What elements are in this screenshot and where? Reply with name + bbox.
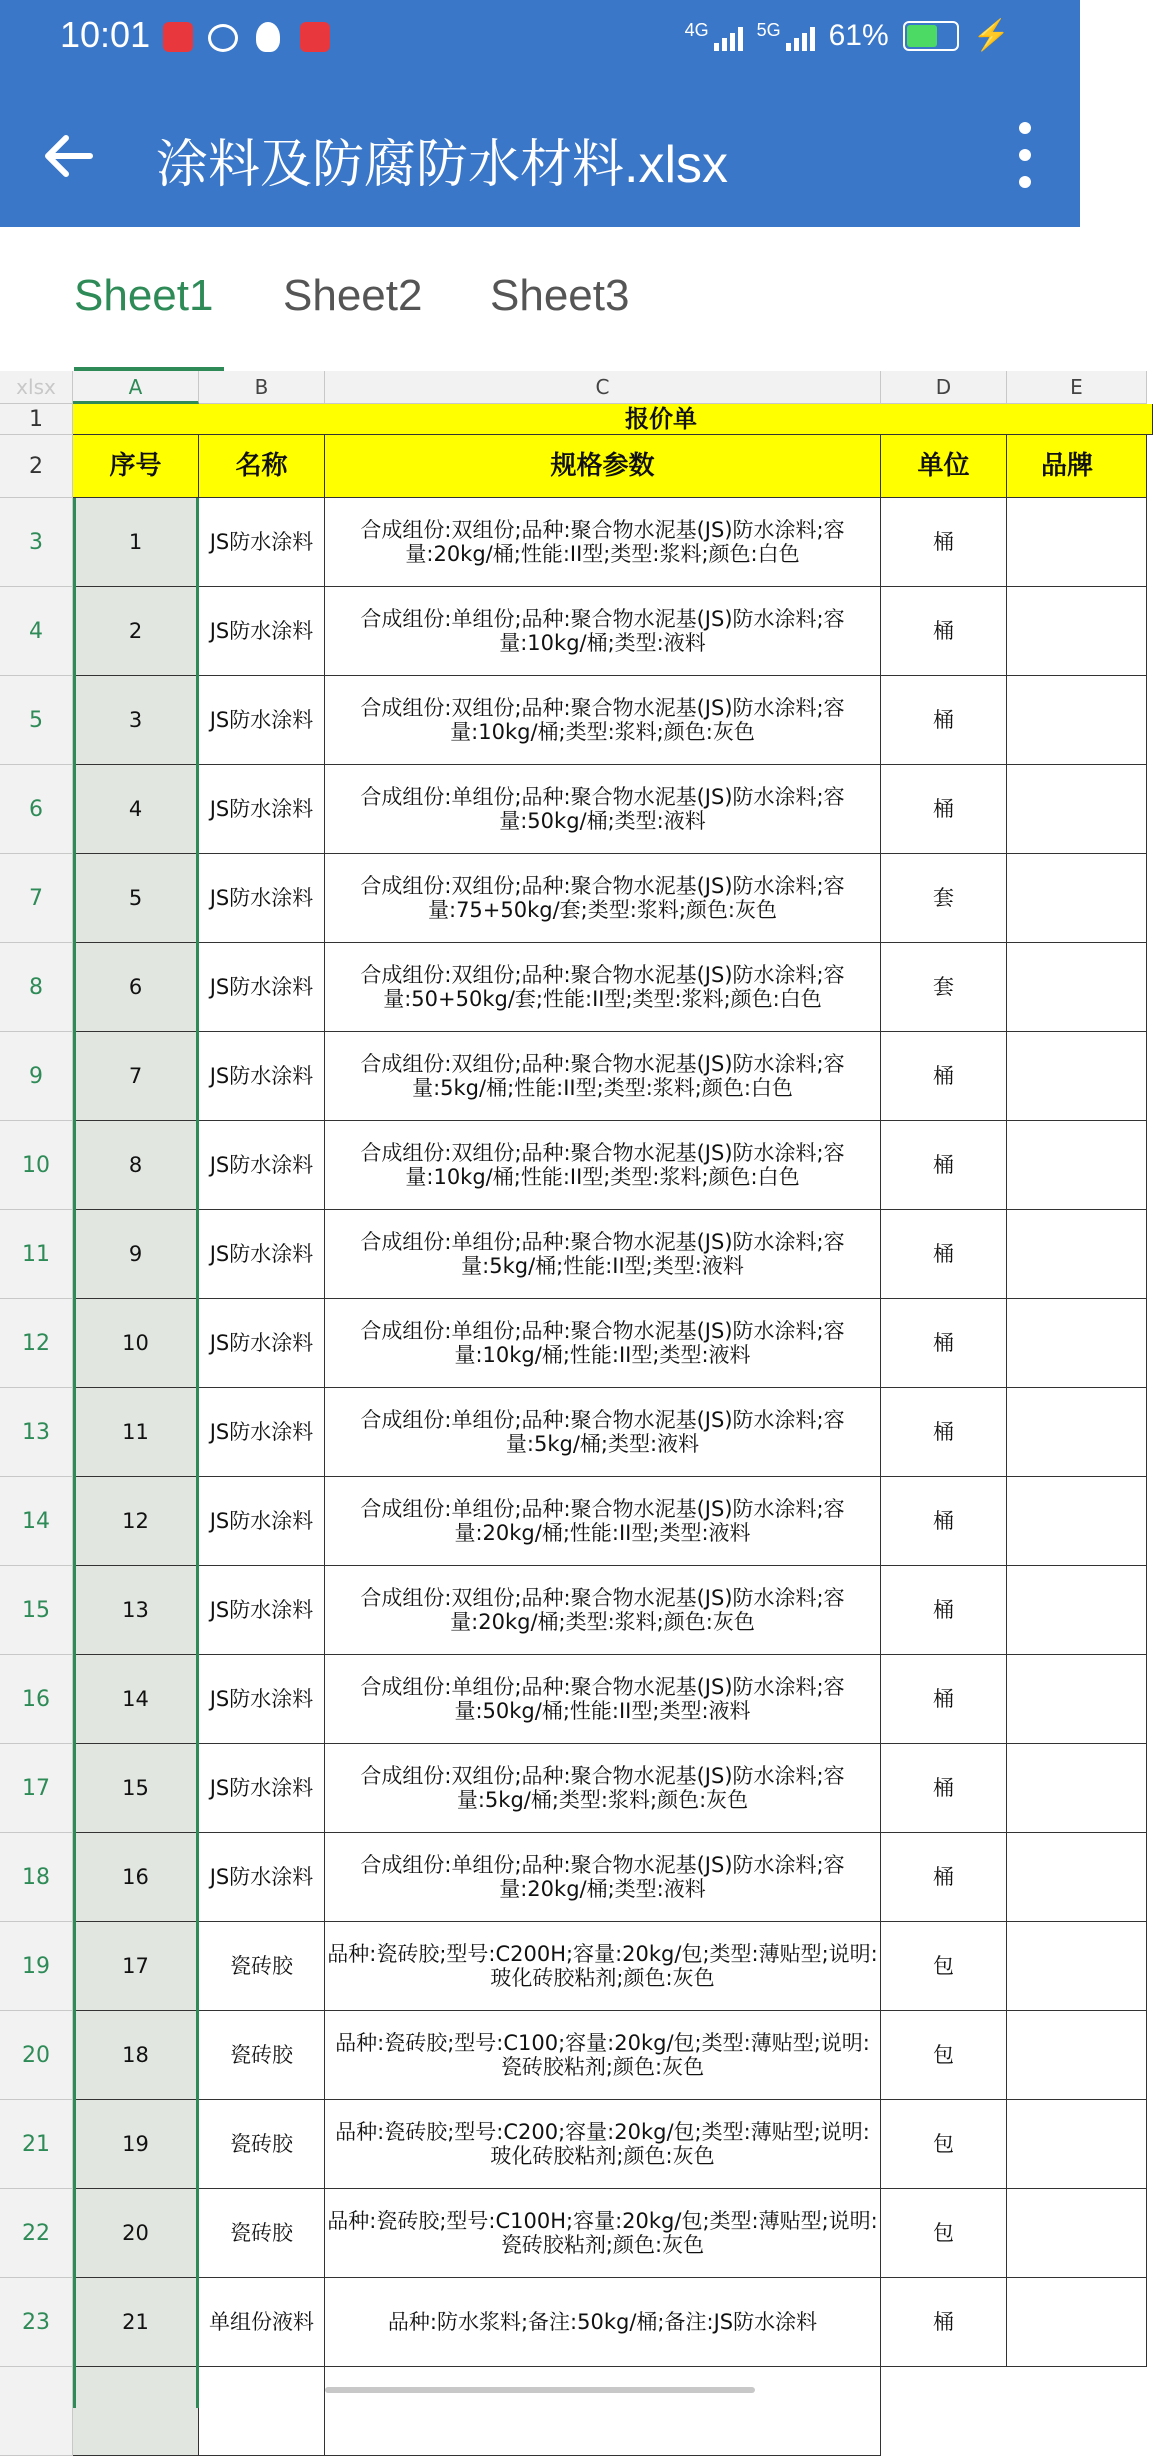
cell-unit[interactable]: 桶 bbox=[881, 498, 1007, 587]
row-header[interactable]: 22 bbox=[0, 2189, 73, 2278]
corner-cell: xlsx bbox=[0, 371, 73, 404]
cell-seq[interactable]: 15 bbox=[73, 1744, 199, 1833]
column-header-d[interactable]: D bbox=[881, 371, 1007, 404]
cell-seq[interactable]: 10 bbox=[73, 1299, 199, 1388]
cell-brand[interactable] bbox=[1007, 1388, 1147, 1477]
cell-name[interactable]: 瓷砖胶 bbox=[199, 2189, 325, 2278]
cell-name[interactable]: JS防水涂料 bbox=[199, 854, 325, 943]
column-title-cell[interactable]: 品牌 bbox=[1007, 435, 1147, 498]
cell-seq[interactable]: 16 bbox=[73, 1833, 199, 1922]
cell-unit[interactable]: 桶 bbox=[881, 1299, 1007, 1388]
cell-unit[interactable]: 桶 bbox=[881, 1477, 1007, 1566]
cell-spec[interactable]: 合成组份:双组份;品种:聚合物水泥基(JS)防水涂料;容量:5kg/桶;性能:II型;类型:浆料;颜色:白色 bbox=[325, 1032, 881, 1121]
cell-unit[interactable]: 桶 bbox=[881, 1833, 1007, 1922]
status-right bbox=[685, 18, 1010, 53]
cell-spec[interactable]: 合成组份:单组份;品种:聚合物水泥基(JS)防水涂料;容量:5kg/桶;类型:液料 bbox=[325, 1388, 881, 1477]
row-header[interactable] bbox=[0, 2367, 73, 2456]
row-header[interactable]: 8 bbox=[0, 943, 73, 1032]
cell-spec[interactable]: 合成组份:单组份;品种:聚合物水泥基(JS)防水涂料;容量:20kg/桶;类型:液料 bbox=[325, 1833, 881, 1922]
cell-seq[interactable]: 17 bbox=[73, 1922, 199, 2011]
cell-brand[interactable] bbox=[1007, 1477, 1147, 1566]
cell-name[interactable]: JS防水涂料 bbox=[199, 676, 325, 765]
cell-brand[interactable] bbox=[1007, 2189, 1147, 2278]
cell-unit[interactable]: 桶 bbox=[881, 1121, 1007, 1210]
row-header[interactable]: 14 bbox=[0, 1477, 73, 1566]
cell-seq[interactable]: 2 bbox=[73, 587, 199, 676]
red-app-icon bbox=[163, 22, 193, 52]
toolbar bbox=[0, 84, 1080, 227]
row-header[interactable]: 9 bbox=[0, 1032, 73, 1121]
cell-brand[interactable] bbox=[1007, 943, 1147, 1032]
battery-icon bbox=[903, 21, 959, 51]
cell-unit[interactable]: 桶 bbox=[881, 1210, 1007, 1299]
tab-sheet2[interactable]: Sheet2 bbox=[283, 271, 423, 320]
cell-seq[interactable]: 4 bbox=[73, 765, 199, 854]
cell-seq[interactable]: 6 bbox=[73, 943, 199, 1032]
tab-sheet3[interactable]: Sheet3 bbox=[490, 271, 630, 320]
cell-spec[interactable]: 品种:瓷砖胶;型号:C100H;容量:20kg/包;类型:薄贴型;说明:瓷砖胶粘剂;颜色:灰色 bbox=[325, 2189, 881, 2278]
title-cell[interactable]: 报价单 bbox=[73, 404, 1153, 435]
cell-brand[interactable] bbox=[1007, 1299, 1147, 1388]
cell-unit[interactable]: 桶 bbox=[881, 1566, 1007, 1655]
row-header[interactable]: 12 bbox=[0, 1299, 73, 1388]
charging-icon: ⚡ bbox=[972, 19, 1010, 52]
cell-seq[interactable]: 3 bbox=[73, 676, 199, 765]
column-title-cell[interactable]: 规格参数 bbox=[325, 435, 881, 498]
cell-seq[interactable]: 9 bbox=[73, 1210, 199, 1299]
cell-spec[interactable]: 品种:瓷砖胶;型号:C100;容量:20kg/包;类型:薄贴型;说明:瓷砖胶粘剂;颜色:灰色 bbox=[325, 2011, 881, 2100]
cell-name[interactable]: JS防水涂料 bbox=[199, 498, 325, 587]
status-time: 10:01 bbox=[60, 14, 151, 55]
cell-brand[interactable] bbox=[1007, 1210, 1147, 1299]
cell-name[interactable]: JS防水涂料 bbox=[199, 1833, 325, 1922]
cell-seq[interactable]: 21 bbox=[73, 2278, 199, 2367]
cell-brand[interactable] bbox=[1007, 1655, 1147, 1744]
row-header[interactable]: 11 bbox=[0, 1210, 73, 1299]
status-bar bbox=[0, 0, 1080, 84]
row-header[interactable]: 13 bbox=[0, 1388, 73, 1477]
qq-icon bbox=[256, 22, 280, 52]
cell-name[interactable]: JS防水涂料 bbox=[199, 1744, 325, 1833]
cell-name[interactable]: JS防水涂料 bbox=[199, 1477, 325, 1566]
cell-spec[interactable]: 合成组份:单组份;品种:聚合物水泥基(JS)防水涂料;容量:5kg/桶;性能:II型;类型:液料 bbox=[325, 1210, 881, 1299]
cell-seq[interactable]: 20 bbox=[73, 2189, 199, 2278]
row-header[interactable]: 21 bbox=[0, 2100, 73, 2189]
column-title-cell[interactable]: 名称 bbox=[199, 435, 325, 498]
cell-brand[interactable] bbox=[1007, 1121, 1147, 1210]
row-header[interactable]: 16 bbox=[0, 1655, 73, 1744]
cell-unit[interactable]: 桶 bbox=[881, 765, 1007, 854]
cell-spec[interactable]: 合成组份:单组份;品种:聚合物水泥基(JS)防水涂料;容量:10kg/桶;性能:II型;类型:液料 bbox=[325, 1299, 881, 1388]
cell-spec[interactable]: 品种:防水浆料;备注:50kg/桶;备注:JS防水涂料 bbox=[325, 2278, 881, 2367]
cell-unit[interactable]: 桶 bbox=[881, 1655, 1007, 1744]
row-header[interactable]: 15 bbox=[0, 1566, 73, 1655]
row-header[interactable]: 1 bbox=[0, 404, 73, 435]
row-header[interactable]: 18 bbox=[0, 1833, 73, 1922]
cell-unit[interactable]: 包 bbox=[881, 1922, 1007, 2011]
cell-spec[interactable]: 品种:瓷砖胶;型号:C200H;容量:20kg/包;类型:薄贴型;说明:玻化砖胶粘剂;颜色:灰色 bbox=[325, 1922, 881, 2011]
cell-brand[interactable] bbox=[1007, 2011, 1147, 2100]
cell-spec[interactable]: 合成组份:双组份;品种:聚合物水泥基(JS)防水涂料;容量:75+50kg/套;类型:浆料;颜色:灰色 bbox=[325, 854, 881, 943]
cell-name[interactable]: JS防水涂料 bbox=[199, 1210, 325, 1299]
row-header[interactable]: 6 bbox=[0, 765, 73, 854]
cell-brand[interactable] bbox=[1007, 676, 1147, 765]
cell-seq[interactable]: 5 bbox=[73, 854, 199, 943]
cell-seq[interactable] bbox=[73, 2367, 199, 2456]
cell-spec[interactable]: 品种:瓷砖胶;型号:C200;容量:20kg/包;类型:薄贴型;说明:玻化砖胶粘剂;颜色:灰色 bbox=[325, 2100, 881, 2189]
cell-brand[interactable] bbox=[1007, 854, 1147, 943]
cell-unit[interactable]: 桶 bbox=[881, 676, 1007, 765]
cell-spec[interactable]: 合成组份:单组份;品种:聚合物水泥基(JS)防水涂料;容量:10kg/桶;类型:液料 bbox=[325, 587, 881, 676]
cell-brand[interactable] bbox=[1007, 587, 1147, 676]
tab-sheet1[interactable]: Sheet1 bbox=[74, 271, 214, 320]
cell-seq[interactable]: 19 bbox=[73, 2100, 199, 2189]
cell-name[interactable]: JS防水涂料 bbox=[199, 587, 325, 676]
cell-name[interactable]: JS防水涂料 bbox=[199, 943, 325, 1032]
column-header-c[interactable]: C bbox=[325, 371, 881, 404]
cell-brand[interactable] bbox=[1007, 1032, 1147, 1121]
cell-unit[interactable]: 桶 bbox=[881, 2278, 1007, 2367]
cell-seq[interactable]: 12 bbox=[73, 1477, 199, 1566]
cell-unit[interactable]: 桶 bbox=[881, 1032, 1007, 1121]
cell-spec[interactable]: 合成组份:单组份;品种:聚合物水泥基(JS)防水涂料;容量:50kg/桶;性能:II型;类型:液料 bbox=[325, 1655, 881, 1744]
spreadsheet-grid[interactable] bbox=[0, 371, 1094, 2400]
cell-name[interactable]: 瓷砖胶 bbox=[199, 2011, 325, 2100]
more-options-icon[interactable] bbox=[1010, 122, 1040, 188]
row-header[interactable]: 19 bbox=[0, 1922, 73, 2011]
cell-seq[interactable]: 13 bbox=[73, 1566, 199, 1655]
row-header[interactable]: 17 bbox=[0, 1744, 73, 1833]
cell-brand[interactable] bbox=[1007, 1833, 1147, 1922]
cell-spec[interactable]: 合成组份:双组份;品种:聚合物水泥基(JS)防水涂料;容量:10kg/桶;类型:浆料;颜色:灰色 bbox=[325, 676, 881, 765]
cell-brand[interactable] bbox=[1007, 498, 1147, 587]
cell-spec[interactable]: 合成组份:双组份;品种:聚合物水泥基(JS)防水涂料;容量:10kg/桶;性能:II型;类型:浆料;颜色:白色 bbox=[325, 1121, 881, 1210]
cell-seq[interactable]: 1 bbox=[73, 498, 199, 587]
column-title-cell[interactable]: 单位 bbox=[881, 435, 1007, 498]
cell-unit[interactable]: 包 bbox=[881, 2189, 1007, 2278]
signal-4g-icon: 4G bbox=[685, 21, 743, 51]
cell-spec[interactable]: 合成组份:双组份;品种:聚合物水泥基(JS)防水涂料;容量:5kg/桶;类型:浆料;颜色:灰色 bbox=[325, 1744, 881, 1833]
cell-name[interactable]: JS防水涂料 bbox=[199, 1388, 325, 1477]
cell-spec[interactable]: 合成组份:双组份;品种:聚合物水泥基(JS)防水涂料;容量:50+50kg/套;性能:II型;类型:浆料;颜色:白色 bbox=[325, 943, 881, 1032]
cell-spec[interactable]: 合成组份:单组份;品种:聚合物水泥基(JS)防水涂料;容量:20kg/桶;性能:II型;类型:液料 bbox=[325, 1477, 881, 1566]
sheet-tabs bbox=[0, 227, 1080, 371]
cell-unit[interactable]: 桶 bbox=[881, 1744, 1007, 1833]
row-header[interactable]: 23 bbox=[0, 2278, 73, 2367]
cell-seq[interactable]: 14 bbox=[73, 1655, 199, 1744]
back-arrow-icon[interactable] bbox=[40, 126, 100, 186]
battery-percent: 61% bbox=[828, 18, 889, 52]
row-header[interactable]: 7 bbox=[0, 854, 73, 943]
horizontal-scrollbar[interactable] bbox=[325, 2387, 755, 2393]
cell-name[interactable]: JS防水涂料 bbox=[199, 1032, 325, 1121]
cell-brand[interactable] bbox=[1007, 2100, 1147, 2189]
cell-name[interactable] bbox=[199, 2367, 325, 2456]
cell-spec[interactable]: 合成组份:单组份;品种:聚合物水泥基(JS)防水涂料;容量:50kg/桶;类型:液料 bbox=[325, 765, 881, 854]
cell-unit[interactable]: 包 bbox=[881, 2100, 1007, 2189]
row-header[interactable]: 3 bbox=[0, 498, 73, 587]
row-header[interactable]: 2 bbox=[0, 435, 73, 498]
cell-unit[interactable]: 桶 bbox=[881, 1388, 1007, 1477]
column-header-a[interactable]: A bbox=[73, 371, 199, 404]
column-header-e[interactable]: E bbox=[1007, 371, 1147, 404]
cell-name[interactable]: JS防水涂料 bbox=[199, 1655, 325, 1744]
cell-spec[interactable]: 合成组份:双组份;品种:聚合物水泥基(JS)防水涂料;容量:20kg/桶;性能:II型;类型:浆料;颜色:白色 bbox=[325, 498, 881, 587]
cell-brand[interactable] bbox=[1007, 1566, 1147, 1655]
cell-name[interactable]: 瓷砖胶 bbox=[199, 2100, 325, 2189]
cell-name[interactable]: 单组份液料 bbox=[199, 2278, 325, 2367]
cell-brand[interactable] bbox=[1007, 1744, 1147, 1833]
row-header[interactable]: 5 bbox=[0, 676, 73, 765]
row-header[interactable]: 4 bbox=[0, 587, 73, 676]
cell-seq[interactable]: 8 bbox=[73, 1121, 199, 1210]
cell-unit[interactable]: 桶 bbox=[881, 587, 1007, 676]
app-header bbox=[0, 0, 1080, 227]
cell-seq[interactable]: 11 bbox=[73, 1388, 199, 1477]
cell-name[interactable]: JS防水涂料 bbox=[199, 765, 325, 854]
signal-5g-icon: 5G bbox=[757, 21, 815, 51]
cell-name[interactable]: JS防水涂料 bbox=[199, 1121, 325, 1210]
cell-unit[interactable]: 包 bbox=[881, 2011, 1007, 2100]
cell-brand[interactable] bbox=[1007, 1922, 1147, 2011]
cell-name[interactable]: JS防水涂料 bbox=[199, 1299, 325, 1388]
cell-seq[interactable]: 7 bbox=[73, 1032, 199, 1121]
cell-unit[interactable]: 套 bbox=[881, 943, 1007, 1032]
cell-seq[interactable]: 18 bbox=[73, 2011, 199, 2100]
cell-spec[interactable]: 合成组份:双组份;品种:聚合物水泥基(JS)防水涂料;容量:20kg/桶;类型:浆料;颜色:灰色 bbox=[325, 1566, 881, 1655]
cell-brand[interactable] bbox=[1007, 2278, 1147, 2367]
row-header[interactable]: 10 bbox=[0, 1121, 73, 1210]
cell-brand[interactable] bbox=[1007, 765, 1147, 854]
column-header-b[interactable]: B bbox=[199, 371, 325, 404]
column-title-cell[interactable]: 序号 bbox=[73, 435, 199, 498]
cell-name[interactable]: 瓷砖胶 bbox=[199, 1922, 325, 2011]
row-header[interactable]: 20 bbox=[0, 2011, 73, 2100]
weibo-icon bbox=[208, 24, 238, 52]
red-heart-app-icon bbox=[300, 22, 330, 52]
cell-name[interactable]: JS防水涂料 bbox=[199, 1566, 325, 1655]
file-title: 涂料及防腐防水材料.xlsx bbox=[156, 136, 729, 194]
cell-spec[interactable] bbox=[325, 2367, 881, 2456]
cell-unit[interactable]: 套 bbox=[881, 854, 1007, 943]
